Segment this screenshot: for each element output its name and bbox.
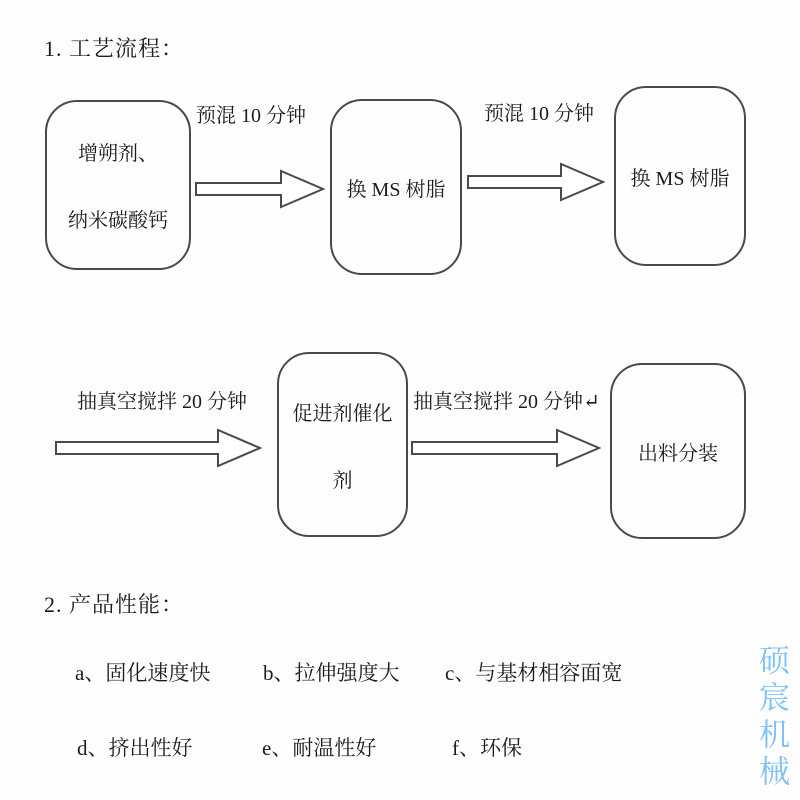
product-properties-heading: 2. 产品性能：: [44, 592, 185, 617]
property-item-c: c、与基材相容面宽: [445, 661, 623, 685]
block-arrow-icon: [55, 427, 262, 469]
flow-box-label: 促进剂催化: [292, 402, 393, 425]
flow-box-ms-resin-1: [330, 99, 462, 275]
property-item-e: e、耐温性好: [262, 736, 377, 760]
flow-box-catalyst: [277, 352, 408, 537]
arrow-label-premix-1: 预混 10 分钟: [196, 105, 306, 127]
flow-box-label: 出料分装: [638, 442, 718, 465]
property-item-f: f、环保: [452, 736, 522, 760]
flow-box-label: 增朔剂、: [78, 143, 158, 165]
flow-box-label: 换 MS 树脂: [346, 178, 446, 201]
flow-box-label: 纳米碳酸钙: [68, 210, 168, 232]
flow-box-label: 剂: [332, 469, 353, 492]
flow-box-materials: [45, 100, 191, 270]
block-arrow-icon: [195, 168, 325, 210]
flow-box-label: 换 MS 树脂: [630, 167, 730, 190]
arrow-label-vacuum-2: 抽真空搅拌 20 分钟↵: [413, 391, 600, 413]
watermark-text: 硕宸机械: [754, 644, 789, 792]
property-item-a: a、固化速度快: [75, 661, 211, 685]
flow-box-output-packaging: [610, 363, 746, 539]
arrow-label-vacuum-1: 抽真空搅拌 20 分钟: [77, 391, 247, 413]
property-item-b: b、拉伸强度大: [263, 661, 400, 685]
process-flow-heading: 1. 工艺流程：: [44, 36, 185, 61]
property-item-d: d、挤出性好: [77, 736, 193, 760]
arrow-label-premix-2: 预混 10 分钟: [484, 103, 594, 125]
block-arrow-icon: [411, 427, 601, 469]
block-arrow-icon: [467, 161, 605, 203]
flow-box-ms-resin-2: [614, 86, 746, 266]
